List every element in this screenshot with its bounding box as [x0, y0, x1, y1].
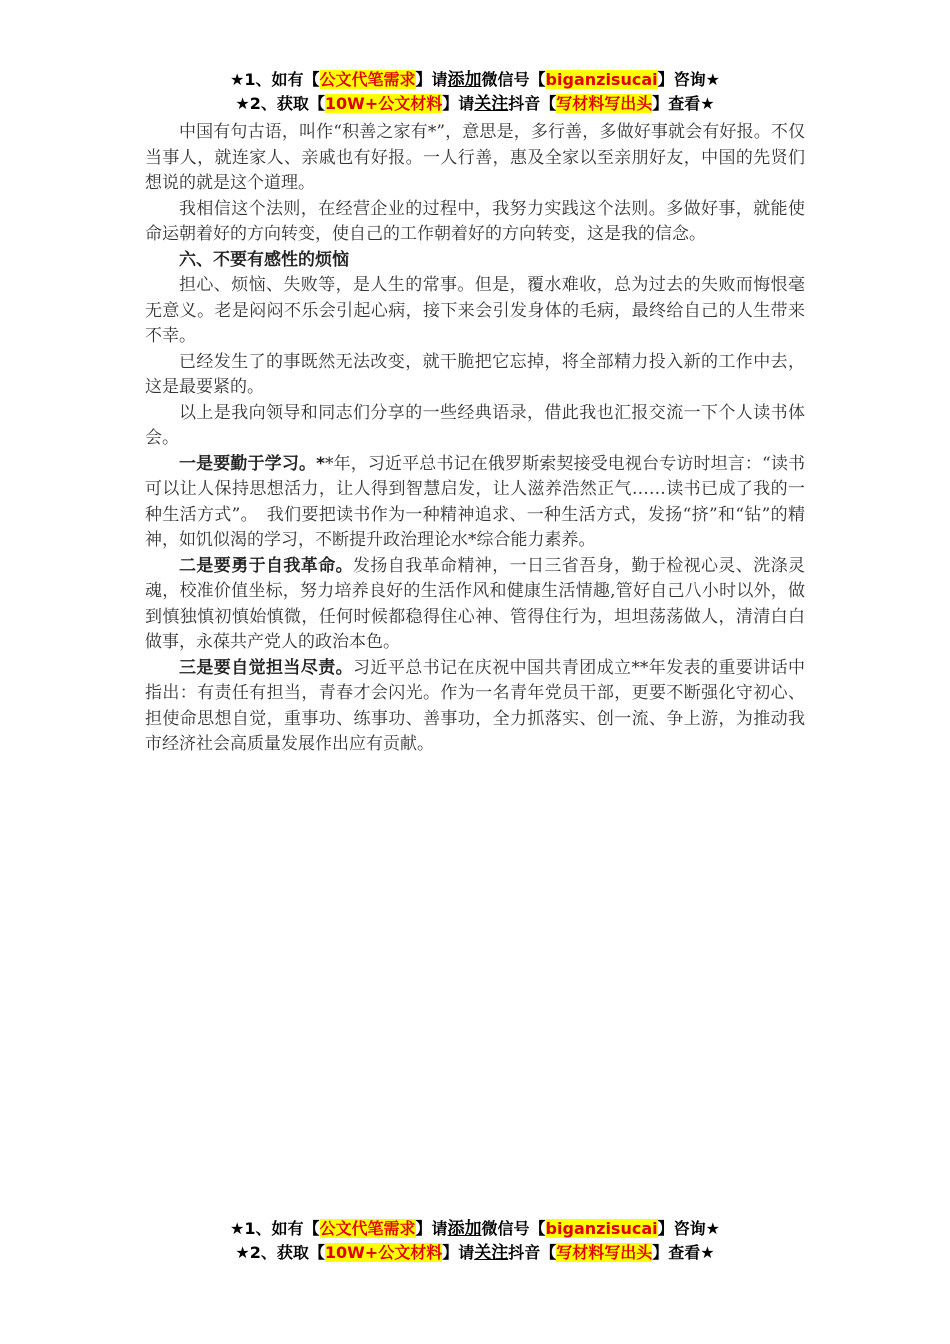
paragraph-6 [145, 452, 805, 554]
point-1-text: *年，习近平总书记在俄罗斯索契接受电视台专访时坦言：“读书可以让人保持思想活力，让人得到智慧启发，让人滋养浩然正气……读书已成了我的一种生活方式”。 我们要把读书作为一种精神追求、一种生活方式，发扬“挤”和“钻”的精神，如饥似渴的学习，不断提升政治理论水*综合能力素养。 [145, 453, 805, 550]
point-1-lead: 一是要勤于学习。* [179, 453, 325, 474]
header-banner [0, 68, 950, 116]
banner-text: 】请 [442, 94, 475, 113]
banner-text: 】请 [415, 1219, 448, 1238]
paragraph-7 [145, 554, 805, 656]
paragraph-4: 已经发生了的事既然无法改变，就干脆把它忘掉，将全部精力投入新的工作中去，这是最要紧的。 [145, 351, 805, 397]
point-3-text: 习近平总书记在庆祝中国共青团成立**年发表的重要讲话中指出：有责任有担当，青春才会闪光。作为一名青年党员干部，更要不断强化守初心、担使命思想自觉，重事功、练事功、善事功，全力抓落实、创一流、争上游，为推动我市经济社会高质量发展作出应有贡献。 [145, 657, 805, 754]
banner-text: 】咨询★ [657, 1219, 720, 1238]
banner-underline: 添加 [447, 1219, 482, 1239]
banner-text: 抖音【 [508, 94, 557, 113]
paragraph-1: 中国有句古语，叫作“积善之家有*”，意思是，多行善，多做好事就会有好报。不仅当事人，就连家人、亲戚也有好报。一人行善，惠及全家以至亲朋好友，中国的先贤们想说的就是这个道理。 [145, 122, 805, 193]
banner-text: 】请 [442, 1243, 475, 1262]
section-heading-6 [145, 248, 805, 274]
point-2-text: 发扬自我革命精神，一日三省吾身，勤于检视心灵、洗涤灵魂，校准价值坐标，努力培养良好的生活作风和健康生活情趣,管好自己八小时以外，做到慎独慎初慎始慎微，任何时候都稳得住心神、管得住行为，坦坦荡荡做人，清清白白做事，永葆共产党人的政治本色。 [145, 555, 805, 652]
banner-text: 】查看★ [652, 1243, 715, 1262]
banner-highlight: 10W+公文材料 [324, 94, 443, 113]
paragraph-2: 我相信这个法则，在经营企业的过程中，我努力实践这个法则。多做好事，就能使命运朝着好的方向转变，使自己的工作朝着好的方向转变，这是我的信念。 [145, 198, 805, 244]
document-body [145, 120, 805, 758]
banner-text: ★1、如有【 [230, 1219, 320, 1238]
paragraph-8 [145, 656, 805, 758]
banner-text: 】查看★ [652, 94, 715, 113]
banner-text: 】请 [415, 70, 448, 89]
banner-text: 】咨询★ [657, 70, 720, 89]
banner-highlight: 写材料写出头 [556, 94, 653, 113]
banner-highlight: biganzisucai [545, 1219, 658, 1238]
point-3-lead: 三是要自觉担当尽责。 [179, 657, 353, 678]
banner-line-2 [0, 1241, 950, 1265]
banner-highlight: 公文代笔需求 [319, 70, 416, 89]
paragraph-3: 担心、烦恼、失败等，是人生的常事。但是，覆水难收，总为过去的失败而悔恨毫无意义。老是闷闷不乐会引起心病，接下来会引发身体的毛病，最终给自己的人生带来不幸。 [145, 275, 805, 346]
banner-line-1 [0, 1217, 950, 1241]
paragraph-5: 以上是我向领导和同志们分享的一些经典语录，借此我也汇报交流一下个人读书体会。 [145, 402, 805, 448]
heading-text: 六、不要有感性的烦恼 [179, 249, 349, 270]
banner-text: ★1、如有【 [230, 70, 320, 89]
banner-underline: 关注 [474, 1243, 509, 1263]
banner-text: 抖音【 [508, 1243, 557, 1262]
banner-underline: 添加 [447, 70, 482, 90]
banner-text: 微信号【 [481, 70, 546, 89]
banner-highlight: 写材料写出头 [556, 1243, 653, 1262]
banner-highlight: 10W+公文材料 [324, 1243, 443, 1262]
banner-highlight: biganzisucai [545, 70, 658, 89]
banner-line-2 [0, 92, 950, 116]
banner-text: ★2、获取【 [235, 1243, 325, 1262]
point-2-lead: 二是要勇于自我革命。 [179, 555, 353, 576]
banner-highlight: 公文代笔需求 [319, 1219, 416, 1238]
banner-text: 微信号【 [481, 1219, 546, 1238]
banner-line-1 [0, 68, 950, 92]
banner-text: ★2、获取【 [235, 94, 325, 113]
banner-underline: 关注 [474, 94, 509, 114]
footer-banner [0, 1217, 950, 1265]
